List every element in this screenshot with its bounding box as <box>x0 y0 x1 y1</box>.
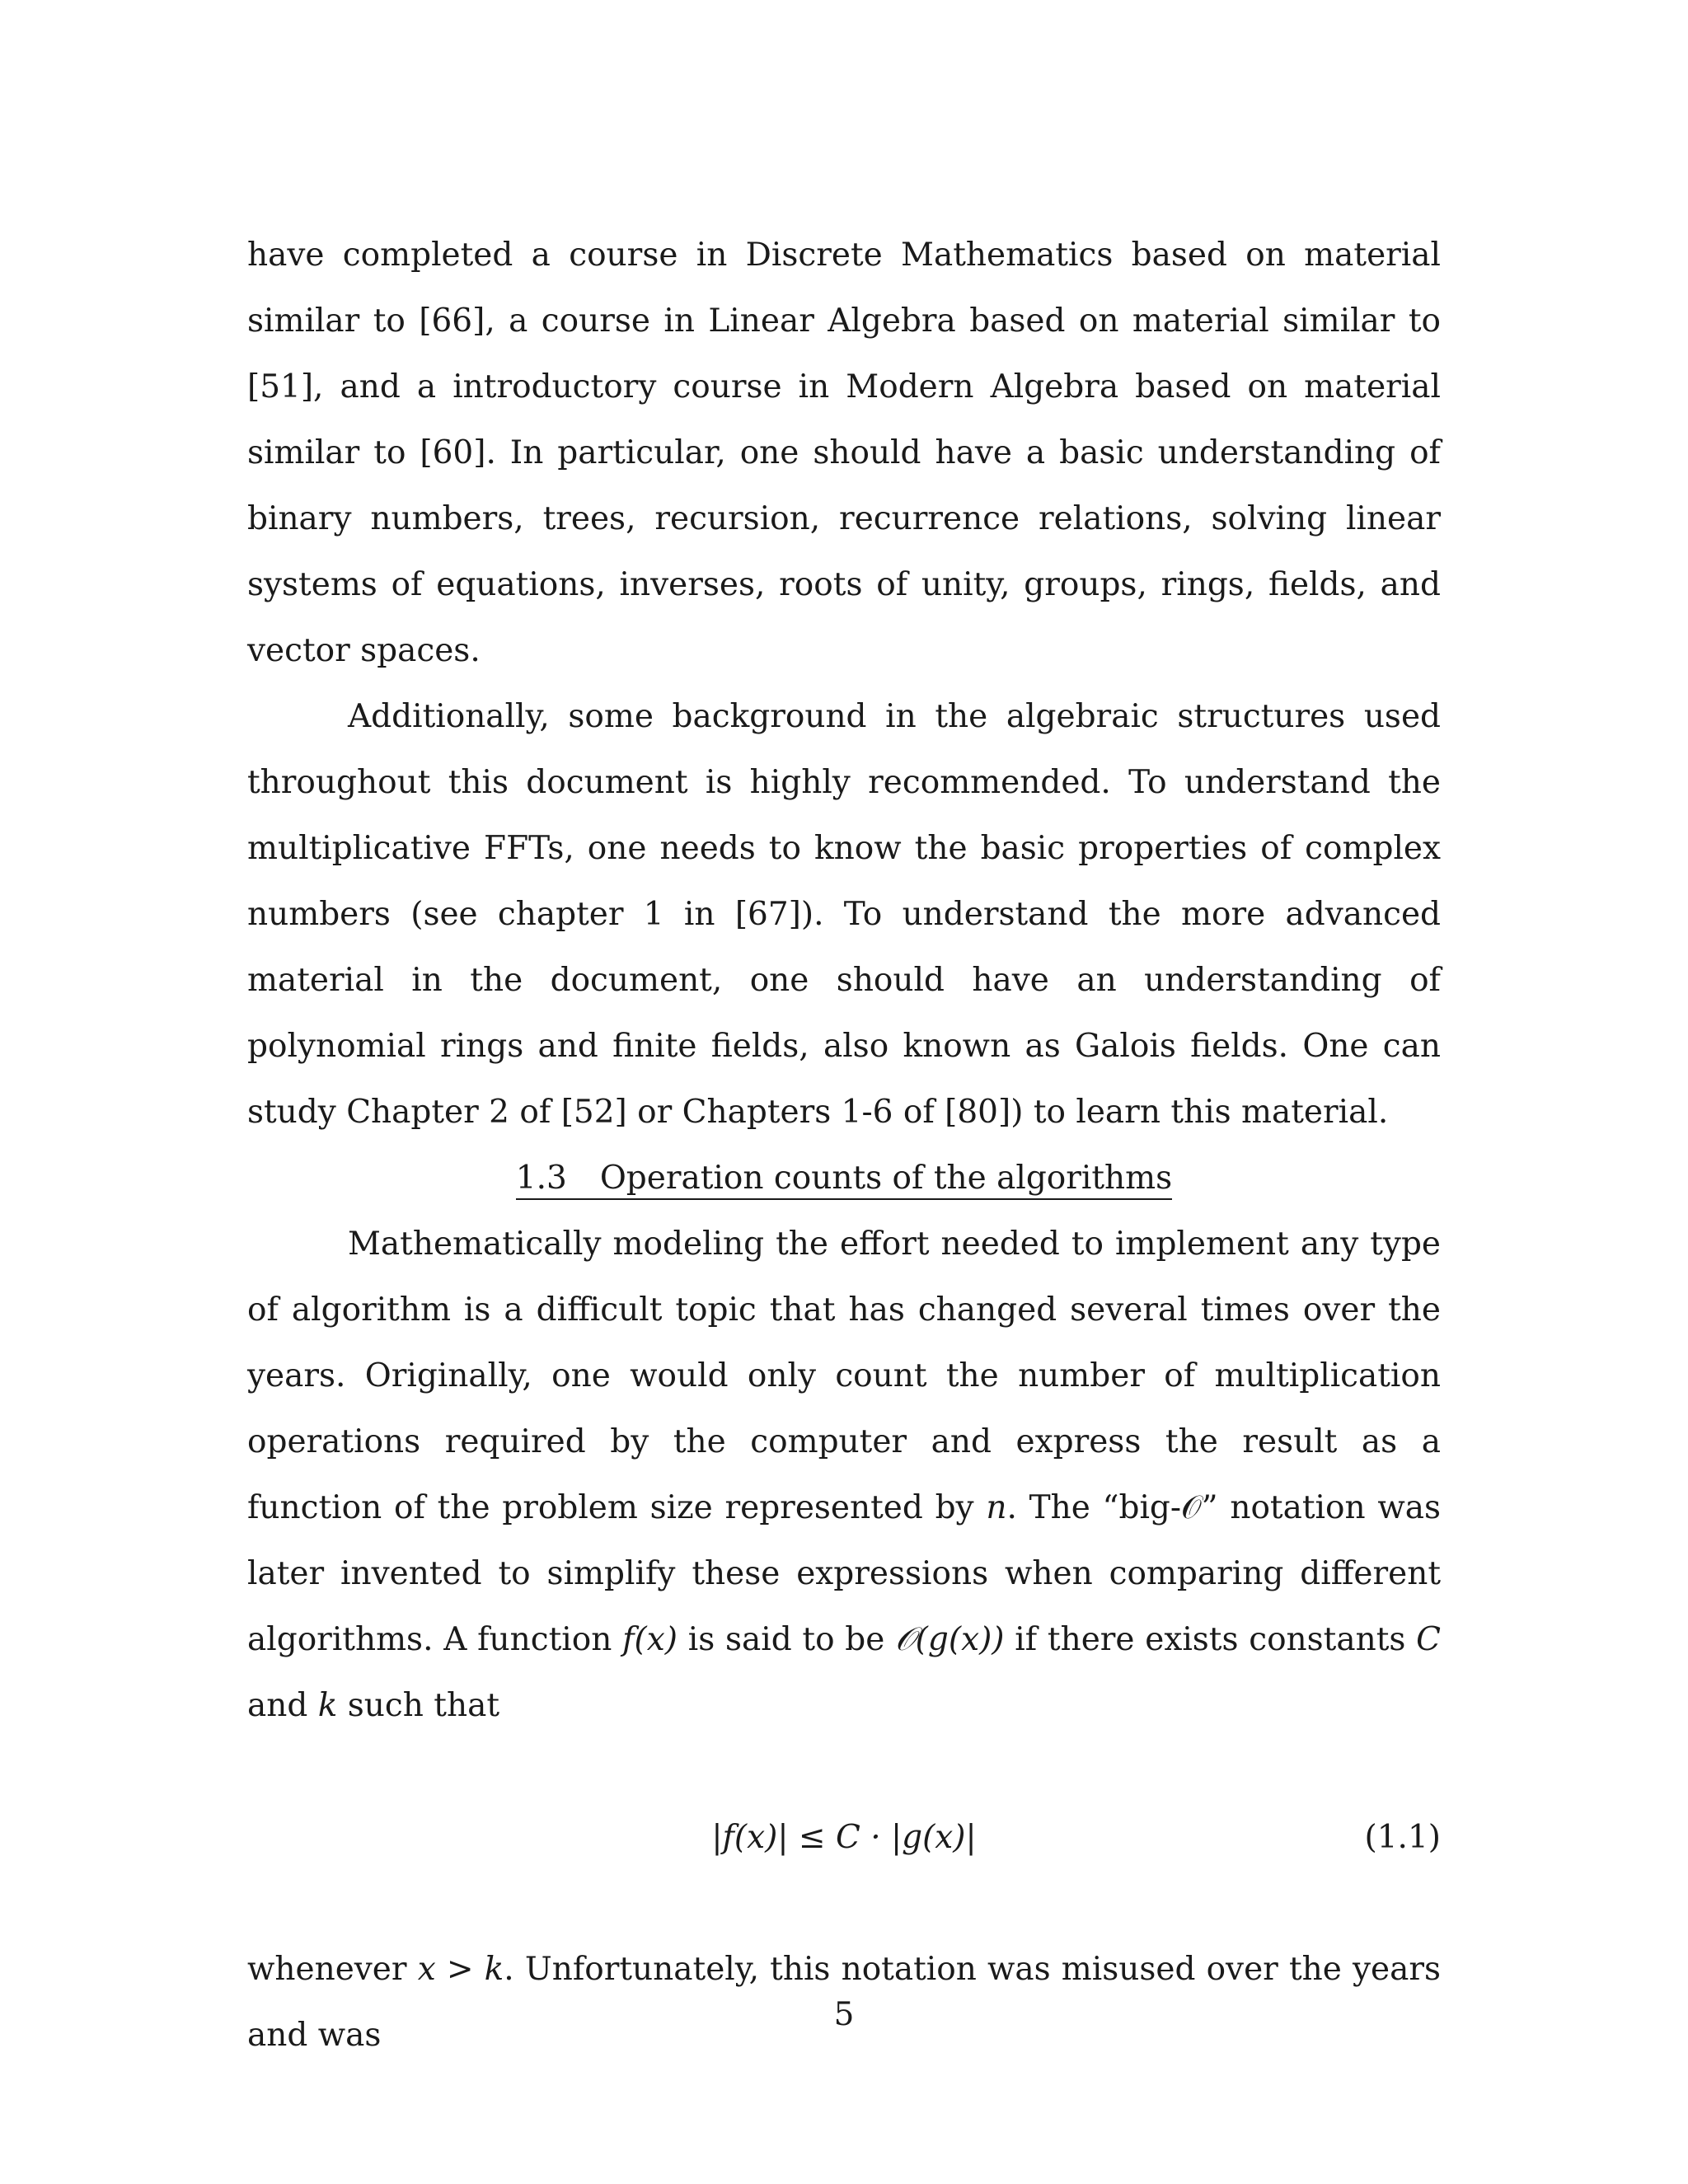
math-n: n <box>986 1489 1007 1526</box>
paragraph-prerequisites: have completed a course in Discrete Mathematics based on material similar to [66], a course in Linear Algebra based on material similar to [51], and a introductory course in Modern Algebra based on material similar to [60]. In particular, one should have a basic understanding of binary numbers, trees, recursion, recurrence relations, solving linear systems of equations, inverses, roots of unity, groups, rings, fields, and vector spaces. <box>247 237 1441 669</box>
text-run: . The “big-𝒪” notation was later invented to simplify these expressions when comparing different algorithms. A function <box>247 1489 1441 1658</box>
paragraph-background: Additionally, some background in the algebraic structures used throughout this document is highly recommended. To understand the multiplicative FFTs, one needs to know the basic properties of complex numbers (see chapter 1 in [67]). To understand the more advanced material in the document, one should have an understanding of polynomial rings and finite fields, also known as Galois fields. One can study Chapter 2 of [52] or Chapters 1-6 of [80]) to learn this material. <box>247 698 1441 1131</box>
text-run: if there exists constants <box>1015 1621 1406 1658</box>
text-run: is said to be <box>687 1621 885 1658</box>
paragraph-operation-counts <box>247 1212 1441 1739</box>
text-run: and <box>247 1687 308 1724</box>
text-run: . Unfortunately, this notation was misused over the years and was <box>247 1951 1441 2054</box>
math-fx: f(x) <box>622 1621 678 1658</box>
section-title: Operation counts of the algorithms <box>599 1160 1173 1197</box>
equation-number: (1.1) <box>1364 1819 1441 1856</box>
equation-expression: |f(x)| ≤ C · |g(x)| <box>711 1819 977 1856</box>
text-run: whenever <box>247 1951 407 1988</box>
math-big-o: 𝒪(g(x)) <box>895 1621 1005 1658</box>
text-run: such that <box>347 1687 499 1724</box>
math-C: C <box>1416 1621 1442 1658</box>
page-content <box>247 223 1441 2069</box>
page-number: 5 <box>833 1996 855 2033</box>
math-condition: x > k <box>417 1951 504 1988</box>
text-run: Mathematically modeling the effort needed to implement any type of algorithm is a difficult topic that has changed several times over the years. Originally, one would only count the number of multiplication operations required by the computer and express the result as a function of the problem size represented by <box>247 1226 1441 1526</box>
section-heading <box>247 1146 1441 1212</box>
equation-1-1 <box>247 1772 1441 1904</box>
section-number: 1.3 <box>515 1160 567 1197</box>
math-k: k <box>317 1687 338 1724</box>
